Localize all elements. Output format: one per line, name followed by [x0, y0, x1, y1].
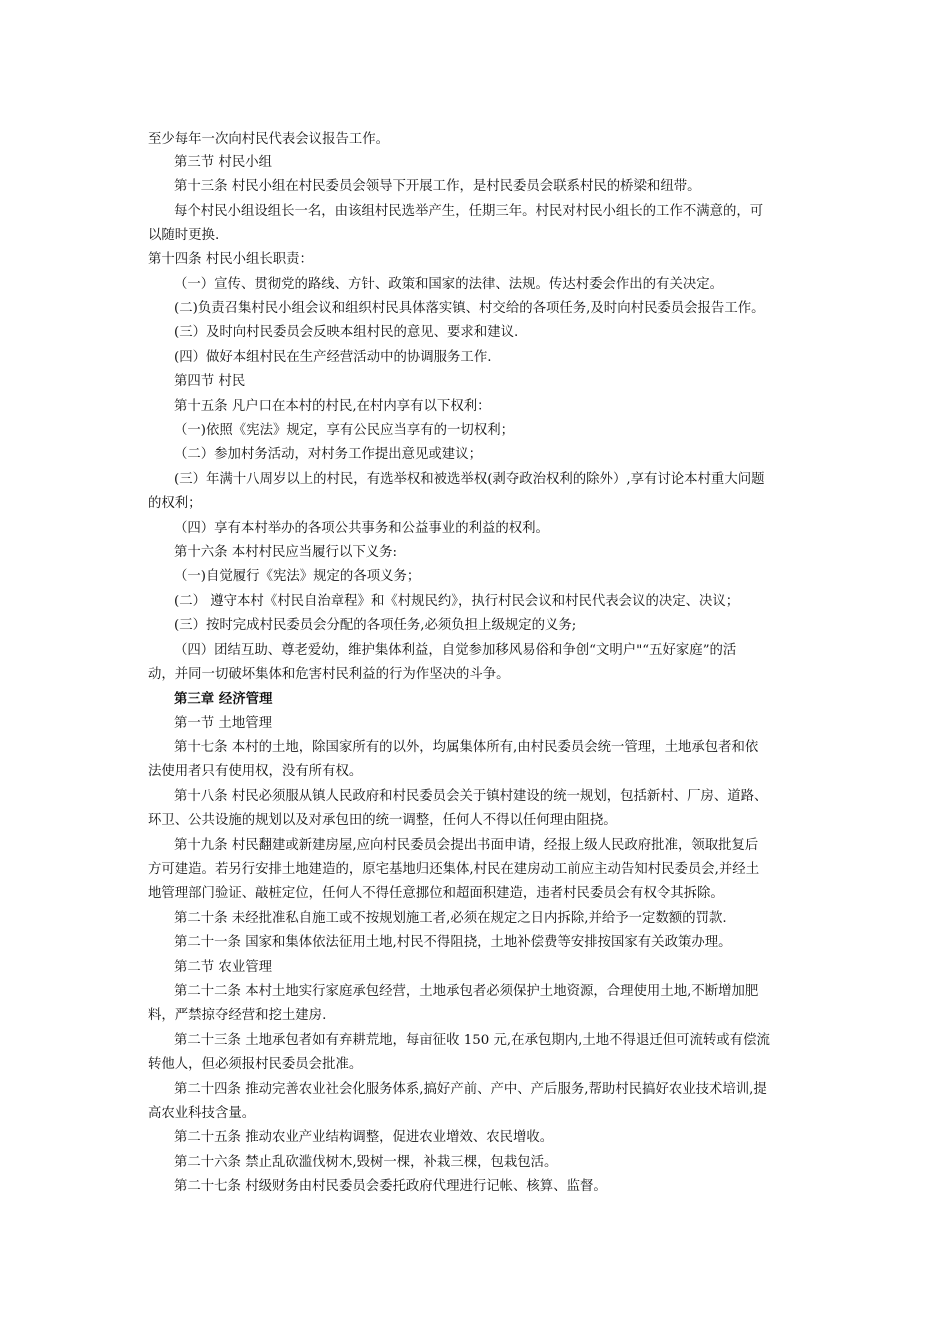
text-line: 法使用者只有使用权，没有所有权。 — [148, 764, 363, 779]
text-line: 方可建造。若另行安排土地建造的，原宅基地归还集体,村民在建房动工前应主动告知村民委员会,并经土 — [148, 862, 760, 877]
article-text: 第二十三条 土地承包者如有弃耕荒地，每亩征收 150 元,在承包期内,土地不得退迁但可流转或有偿流 — [174, 1033, 770, 1048]
text-line: 地管理部门验证、敲桩定位，任何人不得任意挪位和超面积建造，违者村民委员会有权令其拆除。 — [148, 886, 724, 901]
article-text: 第二十二条 本村土地实行家庭承包经营，土地承包者必须保护土地资源，合理使用土地,不断增加肥 — [174, 984, 759, 999]
section-heading: 第四节 村民 — [174, 374, 246, 389]
list-item: (四）做好本组村民在生产经营活动中的协调服务工作. — [174, 350, 492, 365]
article-text: 第二十条 未经批准私自施工或不按规划施工者,必须在规定之日内拆除,并给予一定数额的罚款. — [174, 911, 727, 926]
text-line: 转他人，但必须报村民委员会批准。 — [148, 1057, 363, 1072]
list-item: （一)自觉履行《宪法》规定的各项义务； — [174, 569, 421, 584]
section-heading: 第一节 土地管理 — [174, 716, 272, 731]
article-text: 第二十五条 推动农业产业结构调整，促进农业增效、农民增收。 — [174, 1130, 554, 1145]
section-heading: 第二节 农业管理 — [174, 960, 272, 975]
article-text: 第十八条 村民必须服从镇人民政府和村民委员会关于镇村建设的统一规划，包括新村、厂房、道路、 — [174, 789, 768, 804]
article-text: 第二十一条 国家和集体依法征用土地,村民不得阻挠，土地补偿费等安排按国家有关政策办理。 — [174, 935, 732, 950]
article-text: 第十四条 村民小组长职责： — [148, 252, 313, 267]
list-item: (二)负责召集村民小组会议和组织村民具体落实镇、村交给的各项任务,及时向村民委员会报告工作。 — [174, 301, 765, 316]
text-line: 至少每年一次向村民代表会议报告工作。 — [148, 132, 390, 147]
text-line: 以随时更换. — [148, 228, 220, 243]
article-text: 第十六条 本村村民应当履行以下义务: — [174, 545, 398, 560]
list-item: (二） 遵守本村《村民自治章程》和《村规民约》，执行村民会议和村民代表会议的决定、决议； — [174, 594, 740, 609]
text-line: 环卫、公共设施的规划以及对承包田的统一调整，任何人不得以任何理由阻挠。 — [148, 813, 617, 828]
article-text: 第二十六条 禁止乱砍滥伐树木,毁树一棵，补栽三棵，包栽包活。 — [174, 1155, 558, 1170]
list-item: （四）团结互助、尊老爱幼，维护集体利益，自觉参加移风易俗和争创“文明户"“五好家庭”的活 — [174, 643, 737, 658]
section-heading: 第三节 村民小组 — [174, 155, 272, 170]
text-line: 高农业科技含量。 — [148, 1106, 256, 1121]
list-item: （二）参加村务活动，对村务工作提出意见或建议； — [174, 447, 482, 462]
text-line: 的权利； — [148, 496, 202, 511]
text-line: 每个村民小组设组长一名，由该组村民选举产生，任期三年。村民对村民小组长的工作不满意的，可 — [174, 204, 764, 219]
list-item: (三）年满十八周岁以上的村民，有选举权和被选举权(剥夺政治权利的除外）,享有讨论本村重大问题 — [174, 472, 765, 487]
article-text: 第十九条 村民翻建或新建房屋,应向村民委员会提出书面申请，经报上级人民政府批准，领取批复后 — [174, 838, 759, 853]
list-item: (三）按时完成村民委员会分配的各项任务,必须负担上级规定的义务; — [174, 618, 577, 633]
article-text: 第十五条 凡户口在本村的村民,在村内享有以下权利： — [174, 399, 491, 414]
text-line: 料，严禁掠夺经营和挖土建房. — [148, 1008, 327, 1023]
chapter-heading: 第三章 经济管理 — [174, 691, 273, 707]
article-text: 第二十七条 村级财务由村民委员会委托政府代理进行记帐、核算、监督。 — [174, 1179, 607, 1194]
text-line: 动，并同一切破坏集体和危害村民利益的行为作坚决的斗争。 — [148, 667, 510, 682]
list-item: (三）及时向村民委员会反映本组村民的意见、要求和建议. — [174, 325, 519, 340]
article-text: 第十七条 本村的土地，除国家所有的以外，均属集体所有,由村民委员会统一管理，土地承包者和依 — [174, 740, 759, 755]
list-item: （一)依照《宪法》规定，享有公民应当享有的一切权利； — [174, 423, 514, 438]
article-text: 第十三条 村民小组在村民委员会领导下开展工作，是村民委员会联系村民的桥梁和纽带。 — [174, 179, 701, 194]
article-text: 第二十四条 推动完善农业社会化服务体系,搞好产前、产中、产后服务,帮助村民搞好农业技术培训,提 — [174, 1082, 767, 1097]
list-item: （一）宣传、贯彻党的路线、方针、政策和国家的法律、法规。传达村委会作出的有关决定。 — [174, 277, 724, 292]
list-item: （四）享有本村举办的各项公共事务和公益事业的利益的权利。 — [174, 521, 549, 536]
